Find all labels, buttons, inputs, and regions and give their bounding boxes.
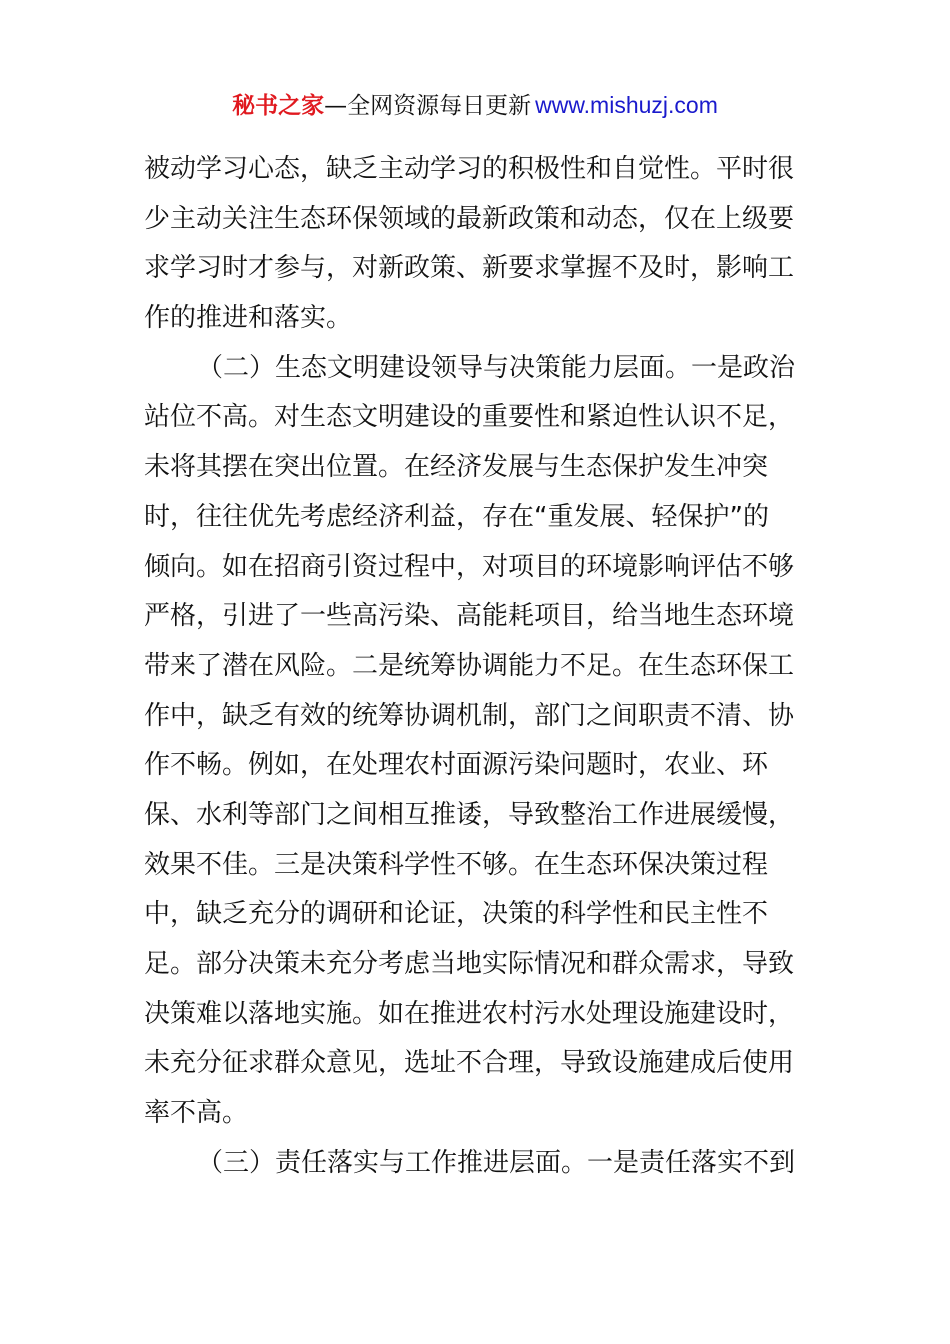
section-heading-line: （三）责任落实与工作推进层面。一是责任落实不到: [197, 1147, 796, 1178]
text-line: 被动学习心态，缺乏主动学习的积极性和自觉性。平时很: [144, 154, 795, 184]
text-line: 时，往往优先考虑经济利益，存在“重发展、轻保护”的: [144, 501, 769, 532]
text-line: 未将其摆在突出位置。在经济发展与生态保护发生冲突: [144, 452, 769, 483]
text-line: 求学习时才参与，对新政策、新要求掌握不及时，影响工: [144, 253, 795, 284]
site-header: [0, 88, 950, 123]
brand-name: 秘书之家: [232, 93, 325, 119]
text-line: 倾向。如在招商引资过程中，对项目的环境影响评估不够: [144, 551, 795, 582]
site-url-link[interactable]: www.mishuzj.com: [535, 92, 718, 118]
text-line: 严格，引进了一些高污染、高能耗项目，给当地生态环境: [144, 601, 795, 632]
text-line: 作的推进和落实。: [144, 303, 353, 334]
text-line: 保、水利等部门之间相互推诿，导致整治工作进展缓慢，: [144, 799, 795, 830]
text-line: 站位不高。对生态文明建设的重要性和紧迫性认识不足，: [144, 402, 795, 433]
text-line: 足。部分决策未充分考虑当地实际情况和群众需求，导致: [144, 949, 795, 979]
text-line: 中，缺乏充分的调研和论证，决策的科学性和民主性不: [144, 899, 769, 930]
text-line: 未充分征求群众意见，选址不合理，导致设施建成后使用: [144, 1048, 795, 1079]
text-line: 率不高。: [144, 1098, 249, 1129]
section-heading-line: （二）生态文明建设领导与决策能力层面。一是政治: [197, 352, 796, 383]
text-line: 作中，缺乏有效的统筹协调机制，部门之间职责不清、协: [144, 700, 795, 731]
document-body: [144, 145, 808, 1188]
text-line: 少主动关注生态环保领域的最新政策和动态，仅在上级要: [144, 203, 795, 234]
text-line: 作不畅。例如，在处理农村面源污染问题时，农业、环: [144, 750, 769, 781]
text-line: 带来了潜在风险。二是统筹协调能力不足。在生态环保工: [144, 650, 795, 681]
text-line: 决策难以落地实施。如在推进农村污水处理设施建设时，: [144, 998, 795, 1029]
text-line: 效果不佳。三是决策科学性不够。在生态环保决策过程: [144, 849, 769, 880]
site-tagline: —全网资源每日更新: [324, 93, 532, 119]
